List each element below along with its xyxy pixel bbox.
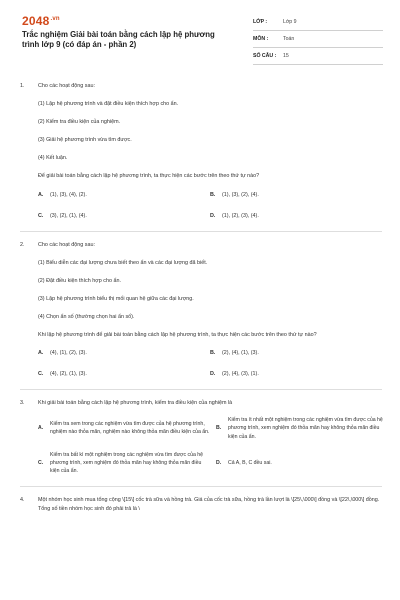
meta-label: SỐ CÂU : bbox=[253, 53, 277, 59]
option-b[interactable] bbox=[210, 349, 382, 358]
question-text: Cho các hoạt động sau: bbox=[38, 241, 95, 248]
option-d[interactable] bbox=[210, 212, 382, 221]
meta-row-subject bbox=[253, 31, 383, 48]
option-key: C. bbox=[38, 212, 44, 219]
page-title: Trắc nghiệm Giải bài toán bằng cách lập hệ phương trình lớp 9 (có đáp án - phần 2) bbox=[22, 30, 215, 49]
option-key: B. bbox=[216, 425, 222, 432]
page-header bbox=[0, 0, 400, 72]
answer-options bbox=[38, 191, 382, 221]
question-prompt: Khi lập hệ phương trình để giải bài toán bằng cách lập hệ phương trình, ta thực hiện các bước trên theo thứ tự nào? bbox=[38, 331, 317, 338]
option-text: (3), (2), (1), (4). bbox=[50, 212, 87, 219]
option-text: Kiểm tra ít nhất một nghiệm trong các nghiệm vừa tìm được của hệ phương trình, xem nghiệm đó thỏa mãn hay không thỏa mãn điều kiện của ẩn. bbox=[228, 417, 383, 440]
option-text: (1), (2), (3), (4). bbox=[222, 212, 259, 219]
question-1 bbox=[20, 82, 382, 221]
option-key: D. bbox=[216, 460, 222, 467]
divider bbox=[20, 486, 382, 487]
option-key: A. bbox=[38, 425, 44, 432]
option-text: (2), (4), (1), (3). bbox=[222, 350, 259, 356]
question-text: Khi giải bài toán bằng cách lập hệ phương trình, kiểm tra điều kiện của nghiệm là bbox=[38, 400, 233, 406]
option-text: Kiểm tra bất kì một nghiệm trong các nghiệm vừa tìm được của hệ phương trình, xem nghiệm đó thỏa mãn hay không thỏa mãn điều kiện của ẩn. bbox=[50, 451, 204, 475]
option-b[interactable] bbox=[210, 191, 382, 200]
question-text: Một nhóm học sinh mua tổng cộng \[15\] cốc trà sữa và hồng trà. Giá của cốc trà sữa, hồng trà lần lượt là \[25\,\000\] đồng và \[22\,\000\] đồng. Tổng số tiền nhóm học sinh đó phải trả là \ bbox=[38, 496, 380, 512]
meta-value: Toán bbox=[283, 36, 295, 42]
option-key: D. bbox=[210, 371, 216, 377]
step-item: (4) Kết luận. bbox=[38, 155, 68, 161]
option-key: B. bbox=[210, 350, 216, 356]
option-text: (2), (4), (3), (1). bbox=[222, 371, 259, 377]
question-prompt: Để giải bài toán bằng cách lập hệ phương trình, ta thực hiện các bước trên theo thứ tự nào? bbox=[38, 173, 260, 179]
question-number: 3. bbox=[20, 400, 25, 406]
option-text: (1), (3), (4), (2). bbox=[50, 191, 87, 198]
option-text: (1), (3), (2), (4). bbox=[222, 191, 259, 198]
question-2 bbox=[20, 241, 382, 380]
meta-value: Lớp 9 bbox=[283, 19, 297, 25]
option-d[interactable] bbox=[210, 370, 382, 379]
step-item: (4) Chọn ẩn số (thường chọn hai ẩn số). bbox=[38, 313, 135, 320]
option-text: (4), (2), (1), (3). bbox=[50, 371, 87, 377]
option-key: A. bbox=[38, 350, 44, 356]
question-3 bbox=[20, 399, 382, 476]
meta-row-class bbox=[253, 14, 383, 31]
meta-row-count bbox=[253, 48, 383, 65]
step-item: (3) Lập hệ phương trình biểu thị mối quan hệ giữa các đại lượng. bbox=[38, 295, 194, 302]
option-key: C. bbox=[38, 460, 44, 467]
step-item: (2) Kiểm tra điều kiện của nghiệm. bbox=[38, 119, 121, 125]
option-c[interactable] bbox=[38, 451, 210, 476]
option-a[interactable] bbox=[38, 349, 210, 358]
question-header bbox=[20, 399, 382, 408]
question-list bbox=[20, 82, 382, 524]
answer-options bbox=[38, 349, 382, 379]
question-4 bbox=[20, 496, 382, 514]
question-number: 2. bbox=[20, 241, 25, 248]
logo-text: 2048 bbox=[22, 14, 50, 28]
option-text: Kiểm tra xem trong các nghiệm vừa tìm được của hệ phương trình, nghiệm nào thỏa mãn, nghiệm nào không thỏa mãn điều kiện của ẩn. bbox=[50, 421, 210, 436]
question-header bbox=[20, 241, 382, 250]
option-text: (4), (1), (2), (3). bbox=[50, 350, 87, 356]
divider bbox=[20, 231, 382, 232]
step-item: (1) Lập hệ phương trình và đặt điều kiện thích hợp cho ẩn. bbox=[38, 101, 179, 107]
option-c[interactable] bbox=[38, 370, 210, 379]
question-number: 1. bbox=[20, 83, 25, 89]
meta-value: 15 bbox=[283, 53, 289, 59]
answer-options bbox=[38, 416, 382, 476]
question-text: Cho các hoạt động sau: bbox=[38, 83, 95, 89]
option-a[interactable] bbox=[38, 416, 210, 441]
divider bbox=[20, 389, 382, 390]
option-text: Cả A, B, C đều sai. bbox=[228, 460, 272, 467]
option-key: D. bbox=[210, 212, 216, 219]
option-key: A. bbox=[38, 191, 44, 198]
step-item: (3) Giải hệ phương trình vừa tìm được. bbox=[38, 137, 132, 143]
logo-suffix: .vn bbox=[50, 16, 60, 22]
meta-label: LỚP : bbox=[253, 19, 268, 25]
meta-label: MÔN : bbox=[253, 36, 269, 42]
step-item: (1) Biểu diễn các đại lượng chưa biết theo ẩn và các đại lượng đã biết. bbox=[38, 259, 208, 266]
meta-table bbox=[253, 14, 383, 65]
question-header bbox=[20, 496, 382, 514]
step-item: (2) Đặt điều kiện thích hợp cho ẩn. bbox=[38, 277, 121, 284]
option-key: B. bbox=[210, 191, 216, 198]
question-header bbox=[20, 82, 382, 91]
option-b[interactable] bbox=[216, 416, 388, 441]
option-c[interactable] bbox=[38, 212, 210, 221]
question-number: 4. bbox=[20, 496, 25, 503]
option-key: C. bbox=[38, 371, 44, 377]
option-a[interactable] bbox=[38, 191, 210, 200]
option-d[interactable] bbox=[216, 451, 388, 476]
site-logo[interactable] bbox=[22, 14, 60, 28]
